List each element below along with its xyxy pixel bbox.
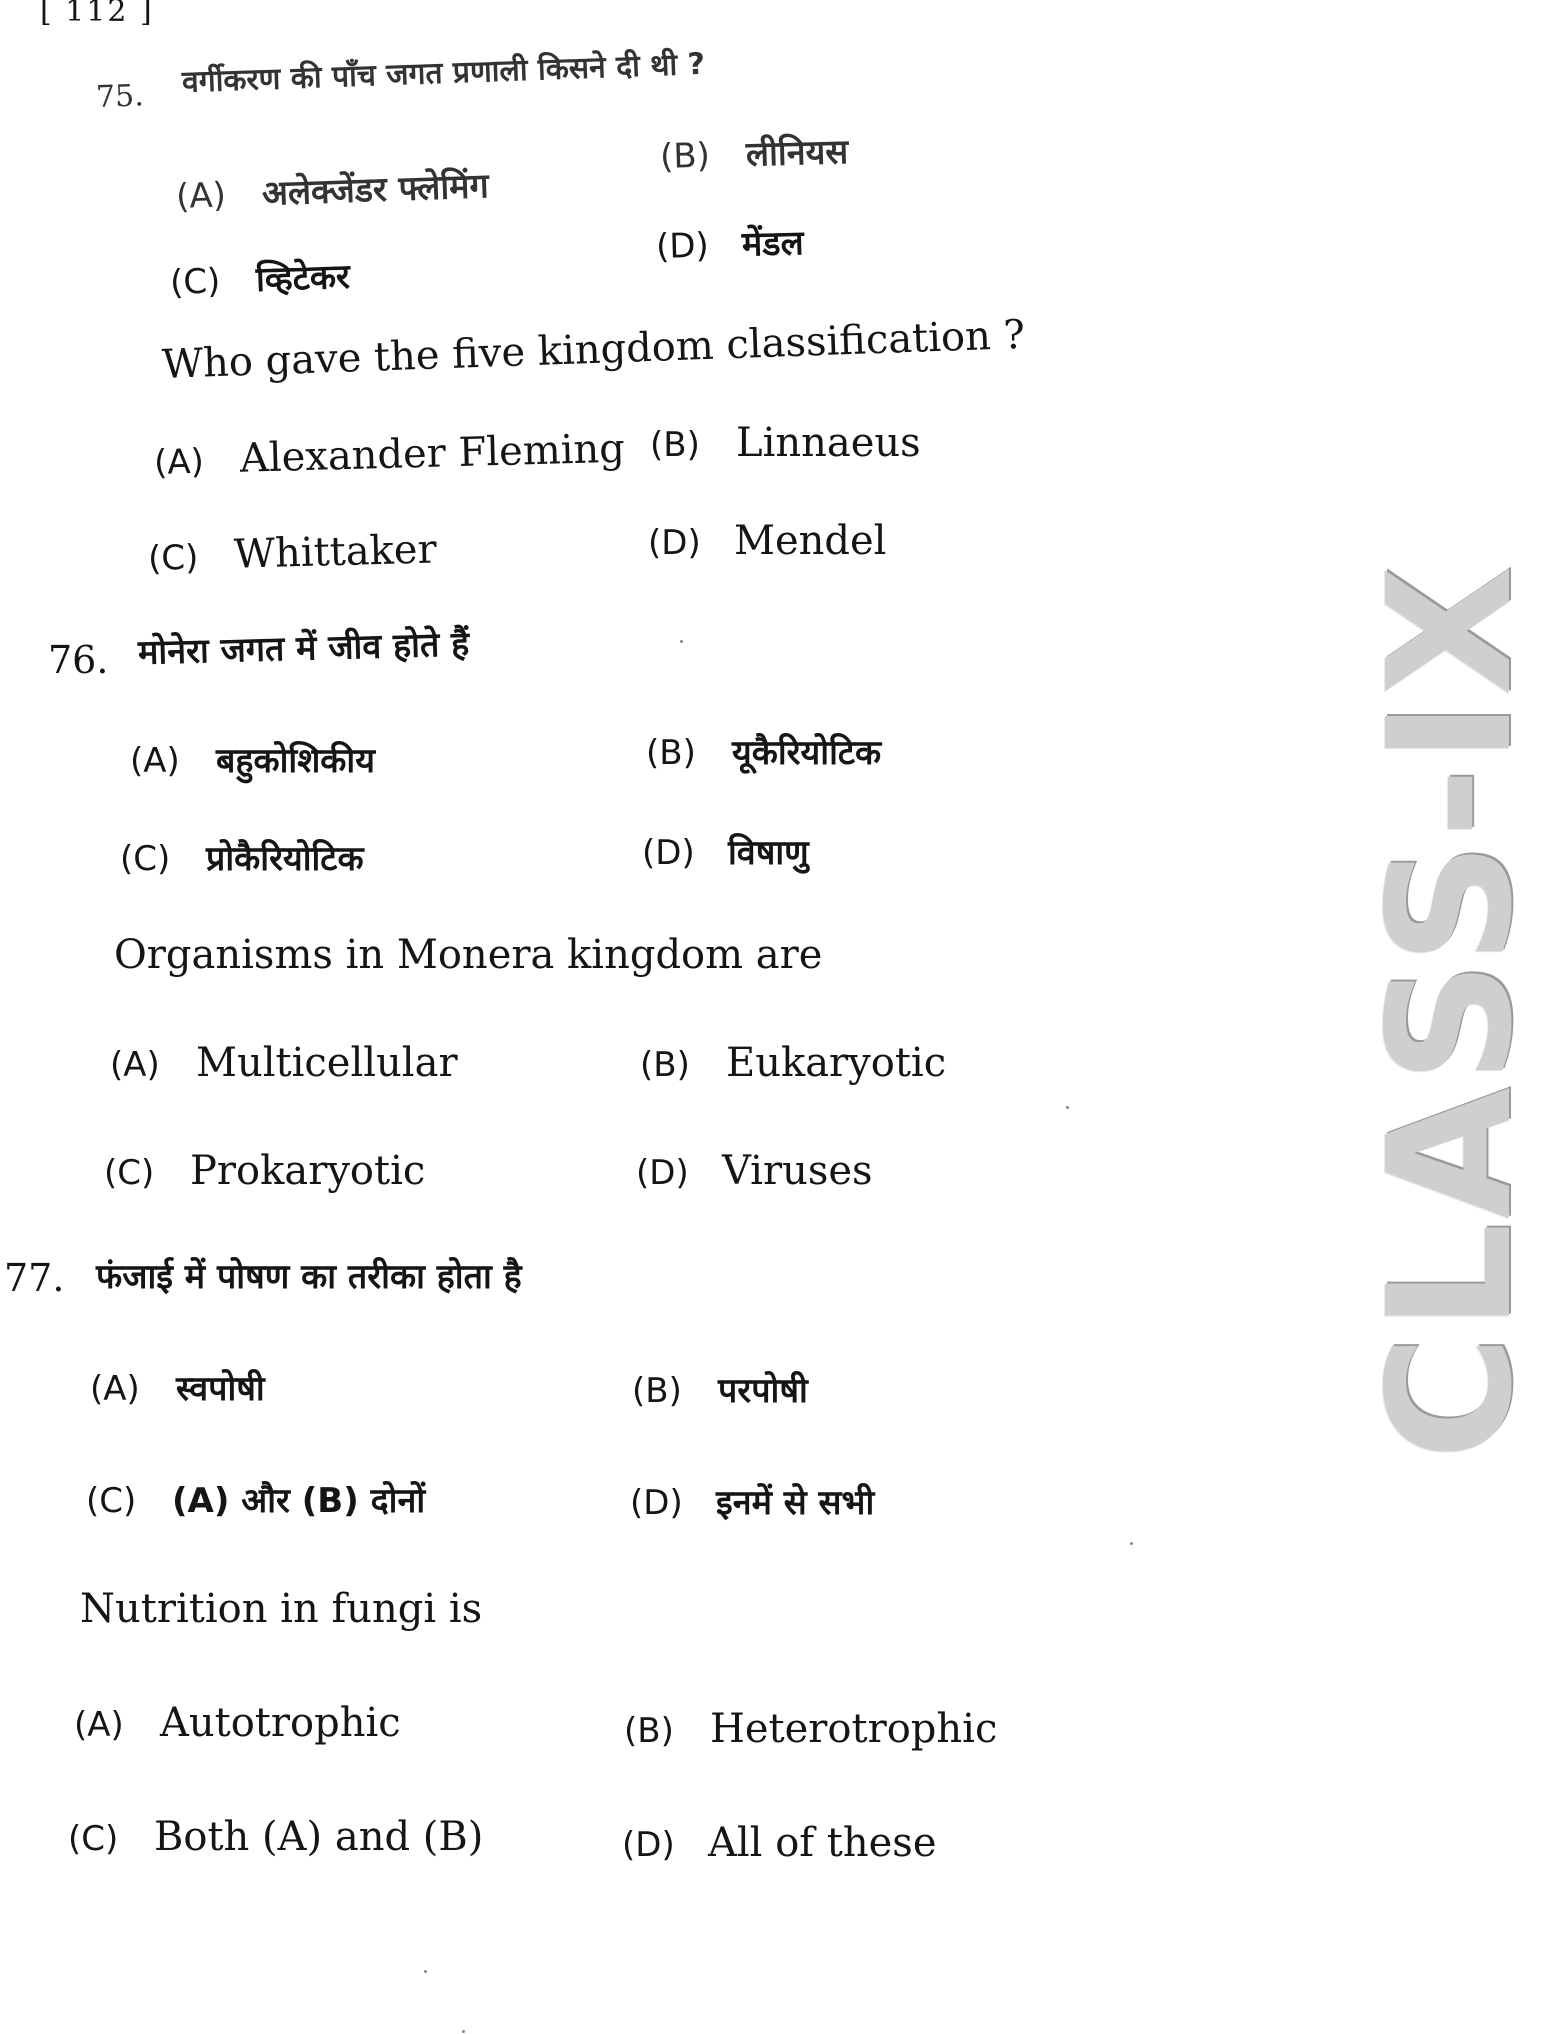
question-number: 75.	[95, 78, 145, 115]
option-text: Mendel	[734, 518, 887, 564]
option-text: Linnaeus	[736, 420, 921, 466]
option-label: (D)	[622, 1825, 675, 1865]
option-text: Whittaker	[233, 526, 438, 578]
option-label: (A)	[153, 441, 205, 483]
option-label: (C)	[120, 839, 171, 879]
option-c-hindi	[120, 834, 364, 880]
option-b-hindi	[646, 728, 881, 774]
option-c-hindi	[169, 252, 350, 304]
option-text: स्वपोषी	[176, 1369, 265, 1409]
option-label: (D)	[630, 1483, 683, 1523]
option-label: (B)	[640, 1045, 690, 1085]
option-label: (D)	[636, 1153, 689, 1193]
option-d-english	[622, 1820, 937, 1866]
option-c-english	[104, 1148, 425, 1194]
option-label: (C)	[104, 1153, 155, 1193]
option-b-english	[650, 420, 921, 466]
option-text: Multicellular	[196, 1040, 458, 1086]
option-text: विषाणु	[728, 833, 809, 873]
question-text-hindi: मोनेरा जगत में जीव होते हैं	[137, 624, 470, 673]
option-text: यूकैरियोटिक	[732, 733, 882, 773]
option-a-hindi	[175, 161, 489, 218]
option-label: (A)	[175, 175, 227, 217]
option-label: (B)	[632, 1371, 682, 1411]
option-text: बहुकोशिकीय	[216, 741, 375, 781]
option-label: (D)	[642, 833, 695, 873]
option-text: इनमें से सभी	[716, 1483, 875, 1523]
question-text-english: Organisms in Monera kingdom are	[114, 932, 823, 978]
option-text: प्रोकैरियोटिक	[206, 839, 364, 879]
option-label: (B)	[646, 733, 696, 773]
option-text: परपोषी	[718, 1371, 808, 1411]
page-number: [ 112 ]	[40, 0, 154, 29]
question-number: 76.	[48, 638, 109, 682]
option-b-hindi	[632, 1366, 808, 1412]
option-text: Viruses	[722, 1148, 873, 1194]
option-label: (A)	[110, 1045, 160, 1085]
option-a-english	[74, 1700, 401, 1746]
option-text: लीनियस	[745, 132, 849, 175]
question-text-hindi: फंजाई में पोषण का तरीका होता है	[96, 1257, 522, 1297]
option-d-hindi	[655, 218, 804, 268]
option-label: (B)	[624, 1711, 674, 1751]
option-a-english	[153, 426, 625, 484]
option-label: (D)	[655, 225, 710, 267]
option-text: All of these	[708, 1820, 937, 1866]
option-b-english	[640, 1040, 946, 1086]
option-label: (C)	[68, 1819, 119, 1859]
option-c-english	[68, 1814, 483, 1860]
option-text: Autotrophic	[160, 1700, 401, 1746]
option-d-hindi	[642, 828, 809, 874]
option-text: Heterotrophic	[710, 1706, 998, 1752]
question-text-english: Nutrition in fungi is	[80, 1586, 483, 1632]
question-text-hindi: वर्गीकरण की पाँच जगत प्रणाली किसने दी थी ?	[181, 46, 706, 100]
option-b-english	[624, 1706, 997, 1752]
option-label: (A)	[90, 1369, 140, 1409]
question-text-english: Who gave the five kingdom classification ?	[161, 311, 1026, 388]
option-label: (D)	[648, 523, 701, 563]
option-d-english	[648, 518, 886, 564]
option-label: (C)	[169, 261, 222, 303]
option-d-hindi	[630, 1478, 874, 1524]
option-text: Eukaryotic	[726, 1040, 947, 1086]
option-text: व्हिटेकर	[255, 256, 351, 300]
option-label: (B)	[650, 425, 700, 465]
scan-speck	[680, 640, 683, 643]
option-text: Alexander Fleming	[239, 425, 626, 482]
option-text: Both (A) and (B)	[154, 1814, 484, 1860]
option-text: अलेक्जेंडर फ्लेमिंग	[261, 166, 490, 214]
option-b-hindi	[659, 127, 848, 178]
option-c-english	[147, 526, 437, 580]
scan-speck	[424, 1970, 427, 1973]
option-a-hindi	[90, 1364, 265, 1410]
option-label: (A)	[130, 741, 180, 781]
option-c-hindi	[86, 1476, 425, 1522]
option-text: Prokaryotic	[190, 1148, 426, 1194]
option-d-english	[636, 1148, 873, 1194]
scan-speck	[1130, 1542, 1133, 1545]
scan-speck	[462, 2030, 465, 2033]
class-watermark: CLASS-IX	[1352, 561, 1550, 1460]
option-text: (A) और (B) दोनों	[172, 1481, 426, 1521]
option-label: (C)	[86, 1481, 137, 1521]
option-label: (C)	[147, 537, 199, 579]
question-number: 77.	[4, 1256, 65, 1300]
option-text: मेंडल	[741, 223, 805, 265]
scan-speck	[1066, 1106, 1069, 1109]
option-a-english	[110, 1040, 458, 1086]
option-label: (A)	[74, 1705, 124, 1745]
option-label: (B)	[659, 135, 711, 177]
option-a-hindi	[130, 736, 375, 782]
